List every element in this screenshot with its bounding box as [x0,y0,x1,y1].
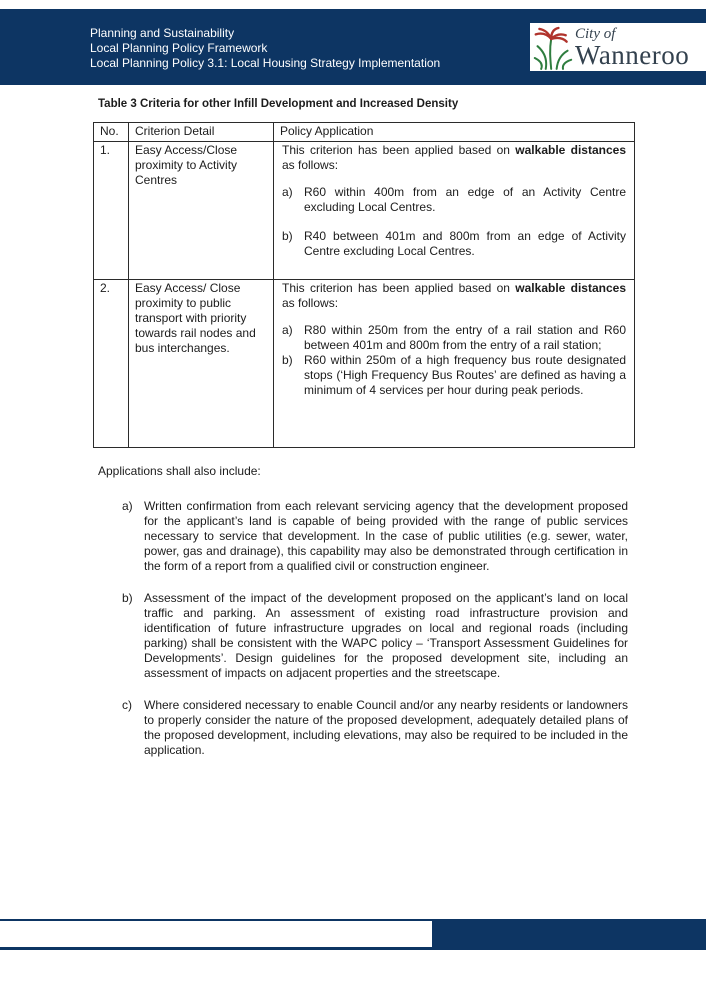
applications-list [122,499,628,775]
city-of-wanneroo-logo [530,23,706,71]
row2-policy-item-b: b) R60 within 250m of a high frequency bus route designated stops (‘High Frequency Bus Routes’ are defined as having a minimum of 4 services per hour during peak periods. [282,353,626,397]
table-row [94,142,635,280]
row2-policy-intro: This criterion has been applied based on walkable distances as follows: [282,281,626,310]
table-row [94,280,635,448]
header-line-policy: Local Planning Policy 3.1: Local Housing Strategy Implementation [90,56,441,70]
list-item-a: a) Written confirmation from each relevant servicing agency that the development proposed for the applicant’s land is capable of being provided with the range of public services necessary to service that development. In the case of public utilities (e.g. sewer, water, power, gas and drainage), this capability may also be demonstrated through certification in the form of a report from a qualified civil or construction engineer. [122,499,628,573]
logo-wanneroo-text: Wanneroo [575,40,690,70]
footer-band [0,919,706,950]
row1-number: 1. [94,142,129,280]
row1-policy-item-a: a) R60 within 400m from an edge of an Activity Centre excluding Local Centres. [282,185,626,214]
row1-criterion: Easy Access/Close proximity to Activity Centres [129,142,274,280]
logo-city-of-text: City of [575,26,616,42]
col-header-policy: Policy Application [274,123,635,142]
row2-criterion: Easy Access/ Close proximity to public transport with priority towards rail nodes and bus interchanges. [129,280,274,448]
table-header-row [94,123,635,142]
list-item-b: b) Assessment of the impact of the development proposed on the applicant’s land on local traffic and parking. An assessment of existing road infrastructure provision and identification of future infrastructure upgrades on local and regional roads (including parking) shall be consistent with the WAPC policy – ‘Transport Assessment Guidelines for Developments’. Design guidelines for the proposed development site, including an assessment of impacts on adjacent properties and the streetscape. [122,591,628,680]
header-title-block [90,26,440,71]
header-line-framework: Local Planning Policy Framework [90,41,268,55]
walkable-distances-bold: walkable distances [515,143,626,157]
header-band [0,9,706,85]
row2-policy-item-a: a) R80 within 250m from the entry of a rail station and R60 between 401m and 800m from the entry of a rail station; [282,323,626,352]
row2-policy [274,280,635,448]
col-header-criterion: Criterion Detail [129,123,274,142]
kangaroo-paw-icon [533,26,573,70]
applications-intro: Applications shall also include: [98,464,261,478]
footer-navy-block [432,921,706,947]
row1-policy [274,142,635,280]
logo-text [575,26,689,68]
col-header-no: No. [94,123,129,142]
table-caption: Table 3 Criteria for other Infill Development and Increased Density [98,98,459,110]
list-item-c: c) Where considered necessary to enable Council and/or any nearby residents or landowners to properly consider the nature of the proposed development, adequately detailed plans of the proposed development, including elevations, may also be required to be included in the application. [122,698,628,757]
row1-policy-item-b: b) R40 between 401m and 800m from an edge of Activity Centre excluding Local Centres. [282,229,626,258]
row1-policy-intro: This criterion has been applied based on walkable distances as follows: [282,143,626,172]
walkable-distances-bold: walkable distances [515,281,626,295]
row2-number: 2. [94,280,129,448]
criteria-table [93,122,635,448]
header-line-department: Planning and Sustainability [90,26,235,40]
